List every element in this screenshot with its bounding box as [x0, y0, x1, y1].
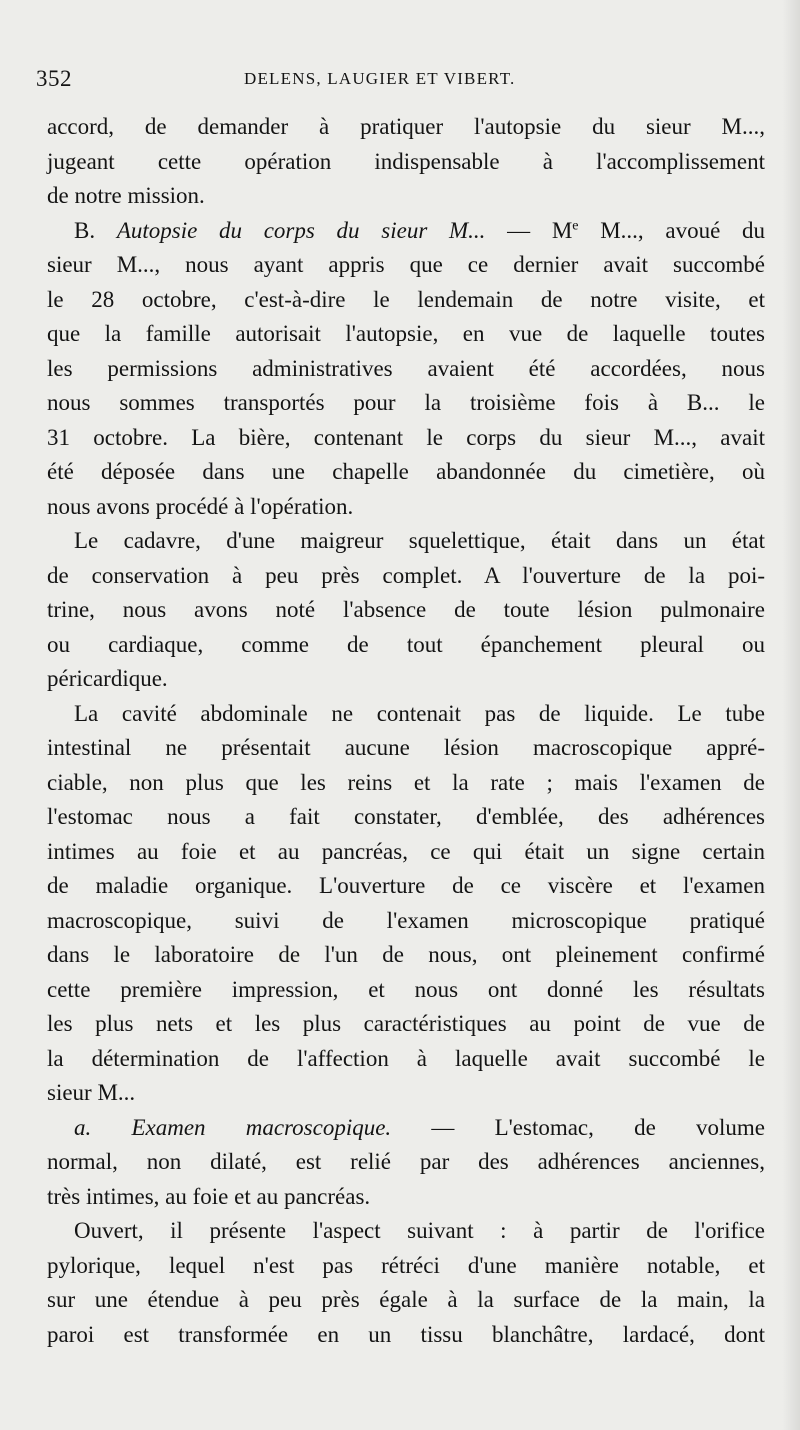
text-line: pylorique, lequel n'est pas rétréci d'une manière notable, et [47, 1252, 765, 1278]
page-edge-shadow [782, 0, 800, 1430]
text-line: intimes au foie et au pancréas, ce qui était un signe certain [47, 838, 765, 864]
text-line: cette première impression, et nous ont donné les résultats [47, 976, 765, 1002]
subsection-heading-line [47, 1111, 765, 1146]
text-line: dans le laboratoire de l'un de nous, ont pleinement confirmé [47, 942, 765, 967]
text-line: ou cardiaque, comme de tout épanchement pleural ou [47, 631, 765, 657]
text-line: très intimes, au foie et au pancréas. [47, 1183, 371, 1209]
text-line: de maladie organique. L'ouverture de ce viscère et l'examen [47, 873, 765, 898]
text-line: ciable, non plus que les reins et la rate ; mais l'examen de [47, 769, 765, 795]
text-line: que la famille autorisait l'autopsie, en vue de laquelle toutes [47, 321, 765, 346]
text-line: péricardique. [47, 666, 168, 691]
body-text [47, 110, 765, 1352]
text-line: 31 octobre. La bière, contenant le corps du sieur M..., avait [47, 424, 765, 450]
text-line: l'estomac nous a fait constater, d'emblée, des adhérences [47, 804, 765, 829]
running-head [36, 66, 556, 96]
text-fragment: M..., avoué du [578, 217, 766, 243]
text-line: nous avons procédé à l'opération. [47, 493, 354, 519]
text-line: macroscopique, suivi de l'examen microscopique pratiqué [47, 907, 765, 933]
text-line: intestinal ne présentait aucune lésion macroscopique appré- [47, 735, 765, 760]
text-line: La cavité abdominale ne contenait pas de liquide. Le tube [74, 700, 765, 726]
section-title: Autopsie du corps du sieur M... [116, 217, 486, 243]
section-heading-line [47, 214, 765, 249]
text-fragment: — M [485, 217, 573, 243]
text-line: les plus nets et les plus caractéristiques au point de vue de [47, 1011, 765, 1036]
text-line: sieur M..., nous ayant appris que ce dernier avait succombé [47, 252, 765, 277]
text-line: de conservation à peu près complet. A l'ouverture de la poi- [47, 562, 765, 588]
text-fragment: — L'estomac, de volume [391, 1114, 766, 1140]
text-line: été déposée dans une chapelle abandonnée du cimetière, où [47, 459, 765, 484]
text-line: sieur M... [47, 1080, 136, 1105]
running-title: DELENS, LAUGIER ET VIBERT. [244, 69, 516, 88]
text-line: normal, non dilaté, est relié par des adhérences anciennes, [47, 1149, 765, 1174]
text-line: nous sommes transportés pour la troisième fois à B... le [47, 390, 765, 415]
text-line: sur une étendue à peu près égale à la surface de la main, la [47, 1287, 765, 1312]
superscript: e [572, 217, 579, 233]
text-line: le 28 octobre, c'est-à-dire le lendemain de notre visite, et [47, 286, 765, 312]
text-line: la détermination de l'affection à laquelle avait succombé le [47, 1045, 765, 1071]
text-line: trine, nous avons noté l'absence de toute lésion pulmonaire [47, 597, 765, 622]
subsection-title: a. Examen macroscopique. [74, 1114, 392, 1140]
section-letter: B. [74, 217, 117, 243]
text-line: paroi est transformée en un tissu blanchâtre, lardacé, dont [47, 1321, 765, 1347]
text-line: les permissions administratives avaient été accordées, nous [47, 355, 765, 381]
text-line: Ouvert, il présente l'aspect suivant : à partir de l'orifice [74, 1218, 765, 1243]
text-line: accord, de demander à pratiquer l'autopsie du sieur M..., [47, 114, 765, 139]
text-line: de notre mission. [47, 183, 205, 208]
text-line: jugeant cette opération indispensable à l'accomplissement [47, 148, 765, 174]
page-number: 352 [36, 66, 72, 91]
text-line: Le cadavre, d'une maigreur squelettique, était dans un état [74, 528, 765, 553]
